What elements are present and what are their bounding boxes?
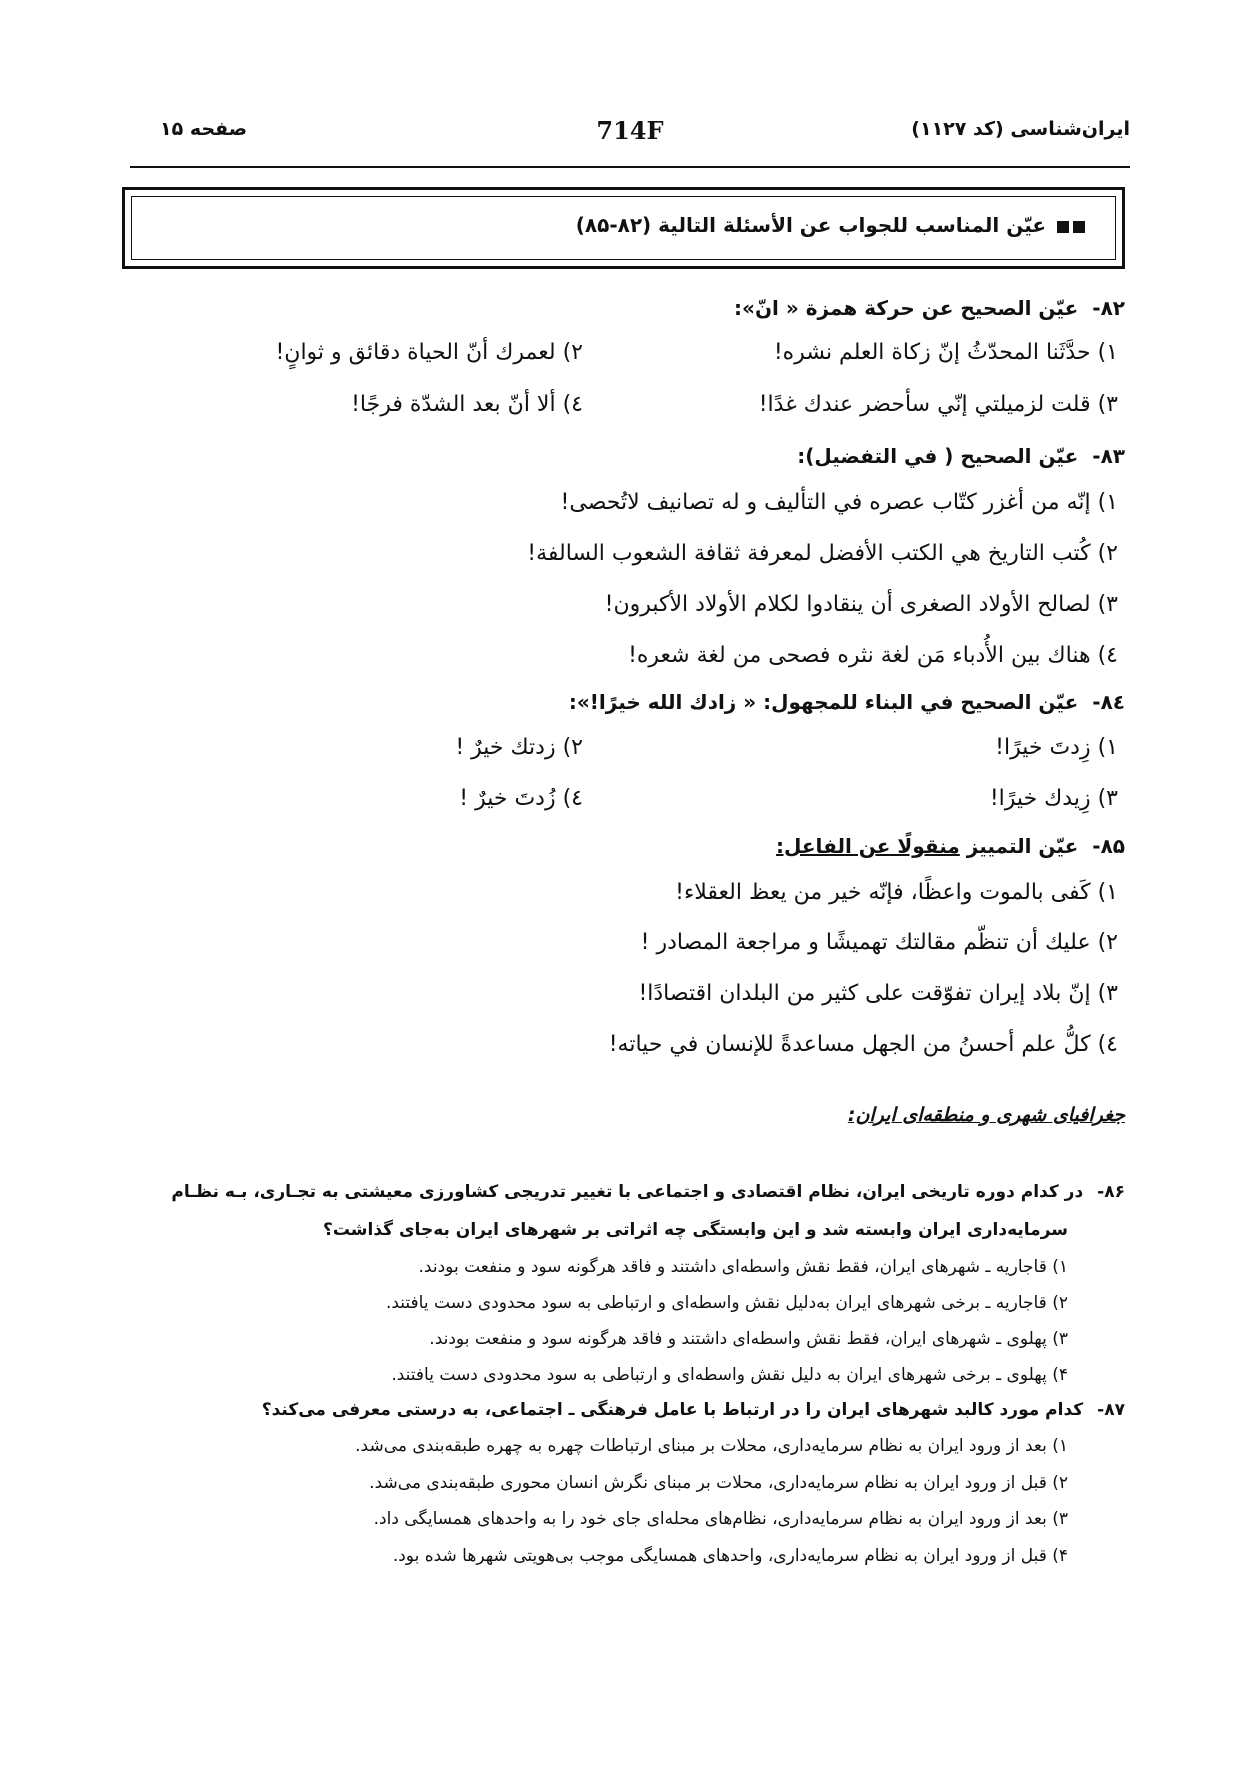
square-bullet-icon <box>1073 221 1085 233</box>
header-divider <box>130 166 1130 168</box>
question-82 <box>734 296 1125 320</box>
question-text: عیّن الصحیح ( في التفضیل): <box>797 444 1079 468</box>
page-number: صفحه ۱۵ <box>160 118 248 140</box>
instruction-box <box>122 187 1125 269</box>
section-title: جغرافیای شهری و منطقه‌ای ایران: <box>847 1104 1125 1126</box>
option-87-2[interactable]: ۲) قبل از ورود ایران به نظام سرمایه‌داری، محلات بر مبنای نگرش انسان محوری طبقه‌بندی می‌شد. <box>369 1473 1068 1493</box>
option-84-2[interactable]: ۲) زدتك خيرٌ ! <box>455 735 583 760</box>
option-82-4[interactable]: ٤) ألا أنّ بعد الشدّة فرجًا! <box>351 392 583 417</box>
question-number: ۸٤- <box>1092 690 1125 714</box>
option-84-1[interactable]: ۱) زِدتَ خيرًا! <box>995 735 1118 760</box>
question-86 <box>171 1182 1125 1202</box>
question-85 <box>776 834 1125 858</box>
square-bullet-icon <box>1057 221 1069 233</box>
option-86-2[interactable]: ۲) قاجاریه ـ برخی شهرهای ایران به‌دلیل نقش واسطه‌ای و ارتباطی به سود محدودی دست یافتند. <box>385 1293 1068 1313</box>
option-87-3[interactable]: ۳) بعد از ورود ایران به نظام سرمایه‌داری، نظام‌های محله‌ای جای خود را به واحدهای همسایگی داد. <box>373 1509 1068 1529</box>
question-text: در کدام دوره تاریخی ایران، نظام اقتصادی و اجتماعی با تغییر تدریجی کشاورزی معیشتی به تجـاری، بـه نظـام <box>171 1182 1084 1202</box>
question-number: ۸۲- <box>1092 296 1125 320</box>
page-header <box>130 118 1130 154</box>
option-86-4[interactable]: ۴) پهلوی ـ برخی شهرهای ایران به دلیل نقش واسطه‌ای و ارتباطی به سود محدودی دست یافتند. <box>391 1365 1068 1385</box>
option-85-1[interactable]: ۱) كَفى بالموت واعظًا، فإنّه خير من يعظ العقلاء! <box>675 880 1118 905</box>
subject-label: ایران‌شناسی (کد ۱۱۲۷) <box>911 118 1130 140</box>
option-83-1[interactable]: ۱) إنّه من أغزر كتّاب عصره في التأليف و له تصانيف لاتُحصى! <box>560 490 1118 515</box>
option-83-3[interactable]: ۳) لصالح الأولاد الصغرى أن ينقادوا لكلام الأولاد الأكبرون! <box>604 592 1118 617</box>
question-text: عیّن الصحیح في البناء للمجهول: « زادك الله خيرًا!»: <box>568 690 1079 714</box>
question-number: ۸۷- <box>1097 1400 1125 1420</box>
booklet-code: 714F <box>596 116 664 145</box>
question-87 <box>262 1400 1125 1420</box>
option-87-1[interactable]: ۱) بعد از ورود ایران به نظام سرمایه‌داری، محلات بر مبنای ارتباطات چهره به چهره طبقه‌بندی می‌شد. <box>355 1436 1068 1456</box>
instruction-box-inner <box>131 196 1116 260</box>
question-number: ۸۶- <box>1097 1182 1125 1202</box>
option-85-4[interactable]: ٤) كلُّ علم أحسنُ من الجهل مساعدةً للإنسان في حياته! <box>608 1032 1118 1057</box>
question-86-continued: سرمایه‌داری ایران وابسته شد و این وابستگی چه اثراتی بر شهرهای ایران به‌جای گذاشت؟ <box>322 1220 1068 1240</box>
question-number: ۸۵- <box>1092 834 1125 858</box>
question-text: کدام مورد کالبد شهرهای ایران را در ارتباط با عامل فرهنگی ـ اجتماعی، به درستی معرفی می‌کند؟ <box>261 1400 1084 1420</box>
option-85-3[interactable]: ۳) إنّ بلاد إيران تفوّقت على كثير من البلدان اقتصادًا! <box>638 981 1118 1006</box>
question-text: عیّن الصحیح عن حرکة همزة « انّ»: <box>734 296 1079 320</box>
question-83 <box>797 444 1125 468</box>
instruction-text: عیّن المناسب للجواب عن الأسئلة التالیة (۸۲-۸۵) <box>575 213 1047 237</box>
option-83-4[interactable]: ٤) هناك بين الأُدباء مَن لغة نثره فصحى من لغة شعره! <box>628 643 1118 668</box>
option-85-2[interactable]: ۲) عليك أن تنظّم مقالتك تهميشًا و مراجعة المصادر ! <box>640 930 1118 955</box>
question-text: عیّن التمییز <box>959 834 1079 858</box>
instruction-line <box>576 213 1085 237</box>
question-number: ۸۳- <box>1092 444 1125 468</box>
question-text-underlined: منقولًا عن الفاعل: <box>776 834 960 858</box>
option-82-3[interactable]: ۳) قلت لزميلتي إنّي سأحضر عندك غدًا! <box>758 392 1118 417</box>
option-82-2[interactable]: ۲) لعمرك أنّ الحياة دقائق و ثوانٍ! <box>275 340 583 365</box>
option-83-2[interactable]: ۲) كُتب التاريخ هي الكتب الأفضل لمعرفة ثقافة الشعوب السالفة! <box>527 541 1118 566</box>
question-84 <box>569 690 1125 714</box>
option-87-4[interactable]: ۴) قبل از ورود ایران به نظام سرمایه‌داری، واحدهای همسایگی موجب بی‌هویتی شهرها شده بود. <box>392 1546 1068 1566</box>
option-86-1[interactable]: ۱) قاجاریه ـ شهرهای ایران، فقط نقش واسطه‌ای داشتند و فاقد هرگونه سود و منفعت بودند. <box>418 1257 1068 1277</box>
option-82-1[interactable]: ۱) حدَّثَنا المحدّثُ إنّ زكاة العلم نشره! <box>773 340 1118 365</box>
option-86-3[interactable]: ۳) پهلوی ـ شهرهای ایران، فقط نقش واسطه‌ای داشتند و فاقد هرگونه سود و منفعت بودند. <box>429 1329 1068 1349</box>
option-84-4[interactable]: ٤) زُدتَ خيرٌ ! <box>459 786 583 811</box>
option-84-3[interactable]: ۳) زِيدك خيرًا! <box>989 786 1118 811</box>
